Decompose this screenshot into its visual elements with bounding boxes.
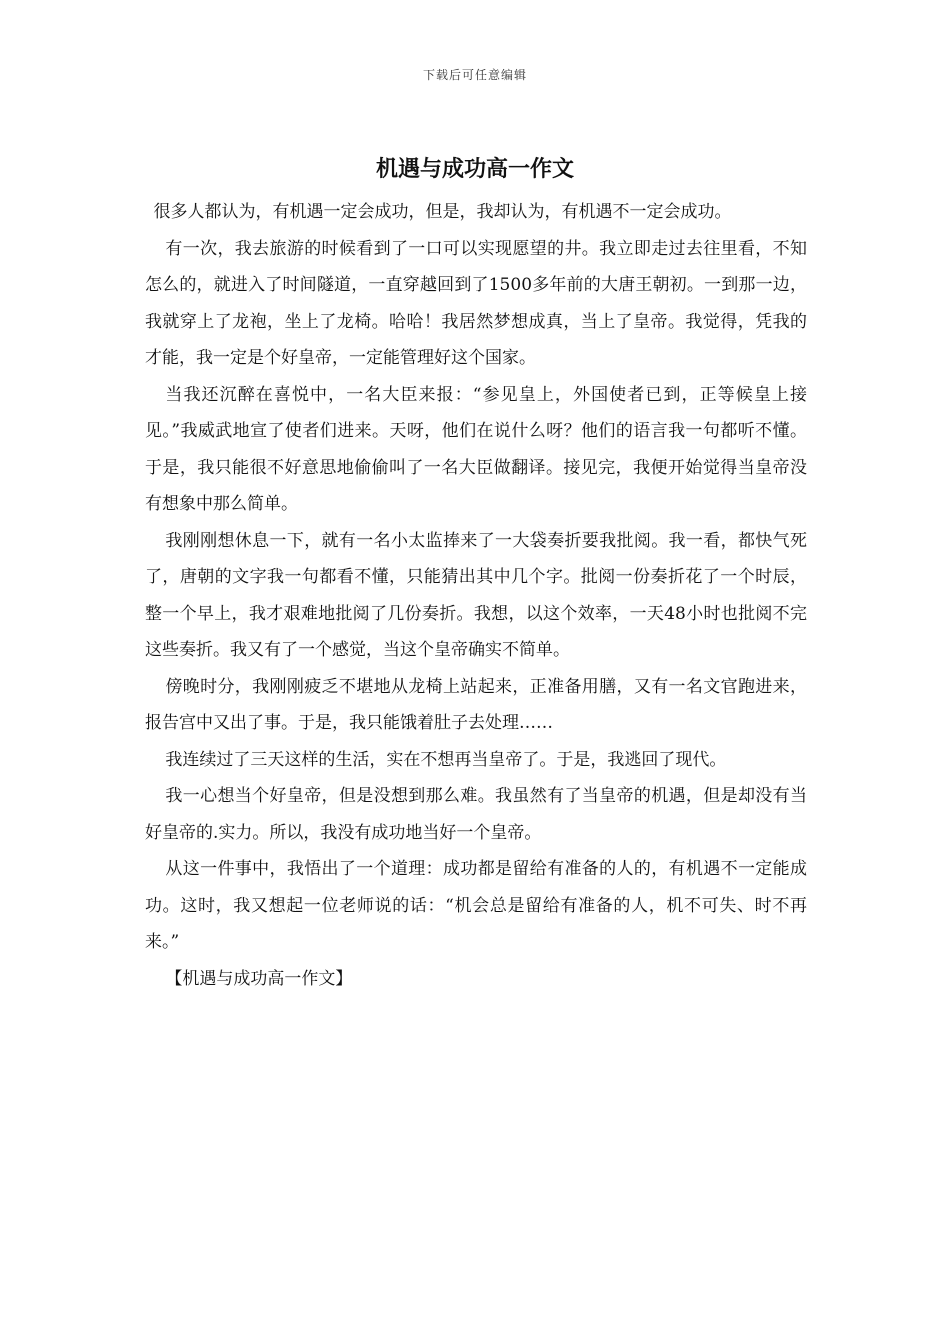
paragraph-memorials: 我刚刚想休息一下，就有一名小太监捧来了一大袋奏折要我批阅。我一看，都快气死了，唐朝的文字我一句都看不懂，只能猜出其中几个字。批阅一份奏折花了一个时辰，整一个早上，我才艰难地批阅了几份奏折。我想，以这个效率，一天48小时也批阅不完这些奏折。我又有了一个感觉，当这个皇帝确实不简单。 [145,530,807,660]
paragraph-intro: 很多人都认为，有机遇一定会成功，但是，我却认为，有机遇不一定会成功。 [153,202,732,222]
paragraph-envoys: 当我还沉醉在喜悦中，一名大臣来报：“参见皇上，外国使者已到，正等候皇上接见。”我威武地宣了使者们进来。天呀，他们在说什么呀？他们的语言我一句都听不懂。于是，我只能很不好意思地偷偷叫了一名大臣做翻译。接见完，我便开始觉得当皇帝没有想象中那么简单。 [145,384,807,514]
document-body [145,194,807,997]
paragraph-reflection: 我一心想当个好皇帝，但是没想到那么难。我虽然有了当皇帝的机遇，但是却没有当好皇帝的.实力。所以，我没有成功地当好一个皇帝。 [145,786,807,843]
paragraph-closing-title: 【机遇与成功高一作文】 [165,968,353,989]
paragraph-escape: 我连续过了三天这样的生活，实在不想再当皇帝了。于是，我逃回了现代。 [165,749,727,770]
header-note: 下载后可任意编辑 [422,68,527,82]
document-title: 机遇与成功高一作文 [375,156,574,182]
paragraph-evening: 傍晚时分，我刚刚疲乏不堪地从龙椅上站起来，正准备用膳，又有一名文官跑进来，报告宫中又出了事。于是，我只能饿着肚子去处理…… [145,676,807,733]
paragraph-lesson: 从这一件事中，我悟出了一个道理：成功都是留给有准备的人的，有机遇不一定能成功。这时，我又想起一位老师说的话：“机会总是留给有准备的人，机不可失、时不再来。” [145,859,807,952]
paragraph-well: 有一次，我去旅游的时候看到了一口可以实现愿望的井。我立即走过去往里看，不知怎么的，就进入了时间隧道，一直穿越回到了1500多年前的大唐王朝初。一到那一边，我就穿上了龙袍，坐上了龙椅。哈哈！我居然梦想成真，当上了皇帝。我觉得，凭我的才能，我一定是个好皇帝，一定能管理好这个国家。 [145,238,807,368]
